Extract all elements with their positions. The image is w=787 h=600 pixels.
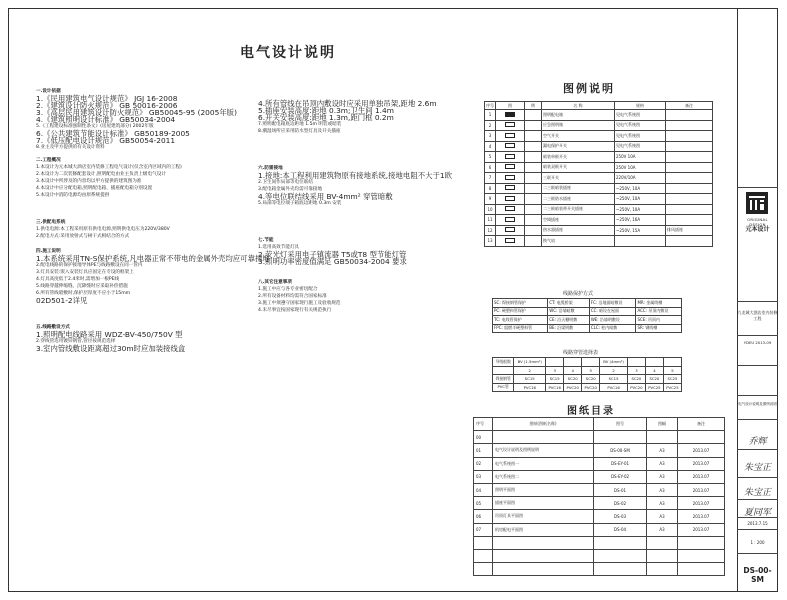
directory-row: [474, 470, 725, 483]
conduit-title: 线路穿管选择表: [563, 350, 599, 356]
legend-note: [666, 120, 713, 131]
legend-symbol-icon: [496, 204, 525, 215]
list-item: 3.《高层民用建筑设计防火规范》 GB50045-95 (2005年版): [36, 108, 237, 117]
conduit-cell: [645, 358, 663, 367]
directory-cell: 2013.07: [678, 497, 725, 510]
legend-row: [485, 204, 713, 215]
list-item: 3.照明功率密度值满足 GB50034-2004 要求: [258, 257, 407, 266]
legend-symbol-icon: [496, 110, 525, 121]
directory-cell: [493, 549, 594, 562]
drawing-name: 电气设计说明及图例说明: [737, 396, 778, 420]
legend-note: [666, 236, 713, 247]
page-title: 电气设计说明: [240, 45, 336, 61]
list-item: 7.《低压配电设计规范》 GB50054-2011: [36, 136, 176, 145]
protection-cell: BE: 沿梁明敷: [548, 324, 590, 333]
legend-row: [485, 152, 713, 163]
directory-cell: 06: [474, 510, 493, 523]
protection-cell: SR: 钢线槽: [636, 324, 682, 333]
legend-no: 7: [485, 173, 496, 184]
directory-cell: 01: [474, 444, 493, 457]
list-item: 2.《建筑设计防火规范》 GB 50016-2006: [36, 101, 178, 110]
legend-name: 空气开关: [542, 131, 615, 142]
legend-name: 三联开关: [542, 173, 615, 184]
conduit-cell: 4: [564, 366, 582, 375]
directory-row: [474, 510, 725, 523]
conduit-cell: PVC16: [514, 383, 546, 392]
list-item: 5.本设计中消防电源均由原系统提供: [36, 193, 110, 198]
conduit-cell: PVC25: [645, 383, 663, 392]
directory-cell: A3: [647, 470, 678, 483]
directory-cell: A3: [647, 483, 678, 496]
tb-spacer: [737, 500, 778, 518]
directory-cell: 电气系统图二: [493, 470, 594, 483]
protection-row: [493, 316, 682, 325]
legend-header: 备注: [666, 102, 713, 110]
legend-name: 二三极暗装插座: [542, 183, 615, 194]
legend-spec: ~250V, 16A: [615, 215, 666, 226]
directory-cell: A3: [647, 497, 678, 510]
legend-header: 序号: [486, 102, 494, 108]
conduit-cell: SC20: [627, 375, 645, 384]
list-item: 1.照明配电线路采用 WDZ-BV-450/750V 型: [36, 330, 183, 339]
conduit-row: [493, 375, 682, 384]
conduit-cell: SC20: [564, 375, 582, 384]
legend-spec: 见电气系统图: [615, 141, 666, 152]
list-item: 5.局部等电位端子箱底边距地 0.3m 安装: [258, 201, 342, 206]
protection-cell: CLC: 柱内暗敷: [589, 324, 636, 333]
conduit-row: [493, 366, 682, 375]
legend-no: 2: [485, 120, 496, 131]
directory-cell: DS-00-SM: [594, 444, 647, 457]
list-item: 3.施工中须遵守国家现行施工及验收规范: [258, 301, 341, 306]
conduit-cell: SC20: [582, 375, 600, 384]
directory-row: [474, 536, 725, 549]
legend-symbol-icon: [496, 215, 525, 226]
directory-cell: 吊顶灯具平面图: [493, 510, 594, 523]
legend-no: 6: [485, 162, 496, 173]
legend-header: 图: [496, 102, 525, 110]
directory-cell: [493, 431, 594, 444]
legend-no: 5: [485, 152, 496, 163]
directory-cell: 07: [474, 523, 493, 536]
signature-approver: 夏同军: [743, 508, 771, 518]
conduit-cell: SC25: [663, 375, 681, 384]
tb-spacer: [737, 478, 778, 500]
list-item: 8.潮湿场所应采用防水型灯具及开关插座: [258, 129, 341, 134]
directory-header: 备注: [678, 418, 725, 431]
section-heading: 三.供配电系统: [36, 220, 66, 225]
section-heading: 一.设计依据: [36, 89, 61, 94]
list-item: 2.本设计为二次装修配套设计,照明配电由业主负责上级电气设计: [36, 172, 166, 177]
legend-no: 4: [485, 141, 496, 152]
conduit-cell: 5: [663, 366, 681, 375]
directory-cell: 2013.07: [678, 457, 725, 470]
legend-symbol-icon: [496, 152, 525, 163]
directory-header: 图幅: [647, 418, 678, 431]
protection-cell: WE: 沿墙明敷设: [589, 316, 636, 325]
conduit-cell: PVC25: [663, 383, 681, 392]
conduit-cell: 4: [645, 366, 663, 375]
directory-table: [473, 417, 725, 576]
protection-cell: WC: 沿墙暗敷: [548, 307, 590, 316]
conduit-row: [493, 383, 682, 392]
legend-table: [484, 101, 713, 247]
protection-cell: CC: 暗设在屋面: [589, 307, 636, 316]
legend-symbol-icon: [496, 225, 525, 236]
directory-header: 图号: [594, 418, 647, 431]
directory-cell: 04: [474, 483, 493, 496]
conduit-cell: [564, 358, 582, 367]
section-heading: 八.其它注意事项: [258, 280, 292, 285]
list-item: 1.本设计为元本城大酒店室内装修工程电气设计(仅含室内区域内的工程): [36, 165, 182, 170]
directory-cell: DS-EY-02: [594, 470, 647, 483]
conduit-table: [492, 357, 682, 392]
section-heading: 七.节能: [258, 238, 274, 243]
legend-name: 换气扇: [542, 236, 615, 247]
directory-cell: [647, 563, 678, 576]
legend-row: [485, 173, 713, 184]
legend-note: [666, 215, 713, 226]
directory-cell: 2013.07: [678, 510, 725, 523]
list-item: 3.配电箱金属外壳均需可靠接地: [258, 187, 323, 192]
legend-header: 规格: [615, 102, 666, 110]
directory-cell: 2013.07: [678, 483, 725, 496]
legend-symbol-icon: [496, 183, 525, 194]
protection-cell: TC: 电线管保护: [493, 316, 548, 325]
legend-note: [666, 110, 713, 121]
protection-cell: CE: 沿天棚明敷: [548, 316, 590, 325]
conduit-cell: [663, 358, 681, 367]
conduit-row: [493, 358, 682, 367]
legend-symbol-icon: [496, 141, 525, 152]
protection-table: [492, 298, 682, 333]
protection-cell: FPC: 阻燃半硬塑料管: [493, 324, 548, 333]
list-item: 1.施工中应与各专业密切配合: [258, 287, 318, 292]
directory-cell: DS-01: [594, 483, 647, 496]
company-logo: [746, 192, 768, 214]
legend-row: [485, 110, 713, 121]
directory-cell: [678, 536, 725, 549]
conduit-cell: PVC16: [600, 383, 628, 392]
list-item: 2.配电方式:采用放射式与树干式相结合的方式: [36, 234, 130, 239]
conduit-cell: [546, 358, 564, 367]
directory-cell: [678, 549, 725, 562]
conduit-cell: 2: [514, 366, 546, 375]
legend-row: [485, 225, 713, 236]
directory-cell: [594, 563, 647, 576]
directory-cell: [594, 536, 647, 549]
directory-row: [474, 563, 725, 576]
legend-symbol-icon: [496, 131, 525, 142]
conduit-cell: SC15: [514, 375, 546, 384]
list-item: 5.《工程建设标准强制性条文》(房屋建筑部分) 2002年版: [36, 124, 154, 129]
conduit-cell: PVC管: [493, 383, 514, 392]
protection-cell: SC: 焊接钢管保护: [493, 299, 548, 308]
conduit-cell: 焊接钢管: [493, 375, 514, 384]
directory-cell: 电气设计说明及图例说明: [493, 444, 594, 457]
legend-row: [485, 120, 713, 131]
directory-cell: 02: [474, 457, 493, 470]
legend-symbol-icon: [496, 120, 525, 131]
directory-cell: [493, 536, 594, 549]
drawing-number: DS-00-SM: [743, 566, 772, 584]
legend-spec: 见电气系统图: [615, 110, 666, 121]
list-item: 1.《民用建筑电气设计规范》 JGJ 16-2008: [36, 94, 178, 103]
directory-cell: [647, 549, 678, 562]
directory-row: [474, 523, 725, 536]
legend-row: [485, 215, 713, 226]
legend-header: 例: [525, 102, 542, 110]
legend-note: [666, 131, 713, 142]
directory-row: [474, 444, 725, 457]
legend-note: [666, 194, 713, 205]
legend-row: [485, 162, 713, 173]
directory-cell: 机房配电平面图: [493, 523, 594, 536]
list-item: 6.所有管线暗敷时,保护层厚度不应小于15mm: [36, 291, 131, 296]
signature-designer: 乔辉: [748, 437, 767, 447]
notes-column-1: [36, 88, 270, 352]
legend-spec: ~250V, 15A: [615, 225, 666, 236]
legend-name: 应急照明箱: [542, 120, 615, 131]
legend-name: 热水器插座: [542, 225, 615, 236]
legend-note: [666, 162, 713, 173]
conduit-cell: PVC20: [582, 383, 600, 392]
legend-name: 照明配电箱: [542, 110, 615, 121]
directory-row: [474, 457, 725, 470]
conduit-cell: 5: [582, 366, 600, 375]
conduit-cell: SC15: [546, 375, 564, 384]
legend-symbol-icon: [496, 236, 525, 247]
conduit-cell: 导线根数: [493, 358, 514, 367]
directory-cell: 2013.07: [678, 470, 725, 483]
conduit-cell: 3: [627, 366, 645, 375]
conduit-cell: 3: [546, 366, 564, 375]
legend-name: 漏电保护开关: [542, 141, 615, 152]
conduit-cell: BV (4mm²): [600, 358, 628, 367]
legend-symbol-icon: [496, 173, 525, 184]
directory-cell: 2013.07: [678, 444, 725, 457]
conduit-cell: [493, 366, 514, 375]
project-code: YDEU 2013-09: [737, 336, 778, 366]
list-item: 5.插座安装高度:距地 0.3m;卫生间 1.4m: [258, 106, 394, 115]
conduit-cell: 2: [600, 366, 628, 375]
conduit-cell: BV (1.5mm²): [514, 358, 546, 367]
legend-row: [485, 194, 713, 205]
tb-spacer: [737, 238, 778, 302]
list-item: 2.卫生间作局部等电位联结: [258, 180, 313, 185]
protection-row: [493, 307, 682, 316]
directory-cell: 电气系统图一: [493, 457, 594, 470]
conduit-cell: [582, 358, 600, 367]
directory-header: 图纸(图纸名称): [493, 418, 594, 431]
directory-cell: [647, 431, 678, 444]
legend-title: 图例说明: [563, 82, 615, 95]
legend-note: [666, 173, 713, 184]
drawing-scale: 1 : 200: [737, 530, 778, 554]
legend-spec: ~250V, 10A: [615, 194, 666, 205]
list-item: 7.照明配电箱底边距地 1.5m 明装或暗装: [258, 122, 342, 127]
directory-cell: A3: [647, 457, 678, 470]
section-heading: 四.施工说明: [36, 249, 61, 254]
protection-cell: SCE: 吊顶内: [636, 316, 682, 325]
directory-row: [474, 549, 725, 562]
directory-cell: [594, 549, 647, 562]
directory-cell: [493, 563, 594, 576]
legend-name: 暗装双极开关: [542, 162, 615, 173]
legend-no: 3: [485, 131, 496, 142]
legend-symbol-icon: [496, 162, 525, 173]
list-item: 2.配电线路的保护接地导体PE与线路敷设在同一管内: [36, 263, 143, 268]
list-item: 4.所有管线在吊顶内敷设时应采用单独吊架,距地 2.6m: [258, 99, 437, 108]
list-item: 1.选用高效节能灯具: [258, 245, 300, 250]
protection-cell: MR: 金属线槽: [636, 299, 682, 308]
directory-title: 图纸目录: [567, 406, 615, 417]
section-heading: 六.防雷接地: [258, 166, 283, 171]
conduit-cell: PVC20: [564, 383, 582, 392]
legend-spec: 220V/10A: [615, 173, 666, 184]
directory-cell: 2013.07: [678, 523, 725, 536]
legend-spec: ~250V, 10A: [615, 204, 666, 215]
list-item: 1.供电电源:本工程采用原有供电电源,照明供电电压为220V/380V: [36, 227, 170, 232]
legend-row: [485, 183, 713, 194]
logo-english: ORIGINAL DESIGN: [747, 217, 768, 227]
list-item: 6.《公共建筑节能设计标准》 GB50189-2005: [36, 129, 190, 138]
directory-cell: 05: [474, 497, 493, 510]
legend-no: 8: [485, 183, 496, 194]
list-item: 4.《建筑照明设计标准》 GB50034-2004: [36, 115, 176, 124]
directory-cell: [474, 536, 493, 549]
protection-row: [493, 324, 682, 333]
legend-note: 排风插座: [666, 225, 713, 236]
directory-row: [474, 497, 725, 510]
legend-no: 1: [485, 110, 496, 121]
directory-cell: 插座平面图: [493, 497, 594, 510]
protection-cell: PC: 硬塑料管保护: [493, 307, 548, 316]
directory-header: 序号: [474, 418, 493, 431]
list-item: 5.线路穿越伸缩缝、沉降缝时应采取补偿措施: [36, 284, 128, 289]
directory-cell: [678, 431, 725, 444]
legend-no: 12: [485, 225, 496, 236]
list-item: 6.开关安装高度:距地 1.3m,距门框 0.2m: [258, 113, 394, 122]
protection-cell: FC: 沿地面暗敷设: [589, 299, 636, 308]
protection-cell: CT: 电缆桥架: [548, 299, 590, 308]
directory-cell: DS-03: [594, 510, 647, 523]
list-item: 3.本设计中所涉及的内容均以甲方提供的建筑图为准: [36, 179, 142, 184]
legend-note: [666, 204, 713, 215]
legend-spec: 见电气系统图: [615, 131, 666, 142]
title-block-top: [737, 8, 778, 188]
list-item: 2.所有设备材料均需符合国家标准: [258, 294, 327, 299]
directory-cell: [474, 563, 493, 576]
tb-spacer: [737, 366, 778, 396]
list-item: 3.灯具安装:嵌入安装灯具应固定在专设的框架上: [36, 270, 134, 275]
notes-column-2: [258, 100, 452, 314]
directory-cell: A3: [647, 510, 678, 523]
directory-cell: [594, 431, 647, 444]
legend-spec: 250V 10A: [615, 162, 666, 173]
directory-row: [474, 483, 725, 496]
legend-spec: 见电气系统图: [615, 120, 666, 131]
directory-cell: DS-EY-01: [594, 457, 647, 470]
legend-spec: 250V 10A: [615, 152, 666, 163]
directory-cell: [474, 549, 493, 562]
legend-row: [485, 131, 713, 142]
signature-reviewer: 朱宝正: [743, 488, 771, 498]
legend-no: 13: [485, 236, 496, 247]
list-item: 1.接地:本工程利用建筑物原有接地系统,接地电阻不大于1欧: [258, 171, 452, 180]
legend-no: 10: [485, 204, 496, 215]
signature-checker: 朱宝正: [743, 463, 771, 473]
legend-row: [485, 236, 713, 247]
directory-cell: 照明平面图: [493, 483, 594, 496]
drawing-date: 2013.7.15: [737, 518, 778, 530]
legend-note: [666, 183, 713, 194]
legend-spec: [615, 236, 666, 247]
section-heading: 五.线路敷设方式: [36, 325, 70, 330]
directory-cell: DS-04: [594, 523, 647, 536]
list-item: 2.荧光灯采用电子镇流器 T5或T8 型节能灯管: [258, 250, 407, 259]
legend-header: 名 称: [542, 102, 615, 110]
conduit-cell: SC20: [645, 375, 663, 384]
protection-row: [493, 299, 682, 308]
list-item: 4.本设计中应分配电箱,照明配电箱、插座配电箱分别设置: [36, 186, 153, 191]
list-item: 4.灯具高度低于2.4米时,需增加一根PE线: [36, 277, 120, 282]
legend-no: 9: [485, 194, 496, 205]
list-item: 1.本系统采用TN-S保护系统,凡电器正常不带电的金属外壳均应可靠接地: [36, 254, 270, 263]
list-item: 4.未尽事宜按国家现行有关规范执行: [258, 308, 332, 313]
list-item: 2.穿线管选用镀锌钢管,管径按规范选择: [36, 339, 116, 344]
legend-name: 空调插座: [542, 215, 615, 226]
protection-cell: ACC: 吊顶内敷设: [636, 307, 682, 316]
legend-name: 二三极防水插座: [542, 194, 615, 205]
section-heading: 二.工程概况: [36, 158, 61, 163]
directory-cell: 03: [474, 470, 493, 483]
directory-cell: 00: [474, 431, 493, 444]
project-name: 九龙城大酒店室内装修工程: [737, 302, 778, 336]
list-item: 4.等电位联结线采用 BV-4mm² 穿管暗敷: [258, 192, 393, 201]
directory-row: [474, 431, 725, 444]
directory-cell: DS-02: [594, 497, 647, 510]
legend-symbol-icon: [496, 194, 525, 205]
directory-cell: A3: [647, 444, 678, 457]
legend-spec: ~250V, 10A: [615, 183, 666, 194]
directory-cell: A3: [647, 523, 678, 536]
legend-row: [485, 141, 713, 152]
legend-name: 暗装单极开关: [542, 152, 615, 163]
directory-cell: [647, 536, 678, 549]
logo-chinese: 元本设计: [745, 226, 770, 233]
list-item: 8.业主及甲方提供的有关设计资料: [36, 145, 105, 150]
list-item: 3.室内管线敷设距离超过30m时应加装接线盒: [36, 344, 186, 353]
conduit-cell: [627, 358, 645, 367]
conduit-cell: PVC20: [627, 383, 645, 392]
legend-note: [666, 141, 713, 152]
list-item: 02D501-2详见: [36, 296, 88, 305]
legend-no: 11: [485, 215, 496, 226]
conduit-cell: PVC16: [546, 383, 564, 392]
protection-title: 线路保护方式: [563, 291, 594, 297]
legend-note: [666, 152, 713, 163]
directory-cell: [678, 563, 725, 576]
conduit-cell: SC15: [600, 375, 628, 384]
legend-name: 二三极暗装带开关插座: [542, 204, 615, 215]
